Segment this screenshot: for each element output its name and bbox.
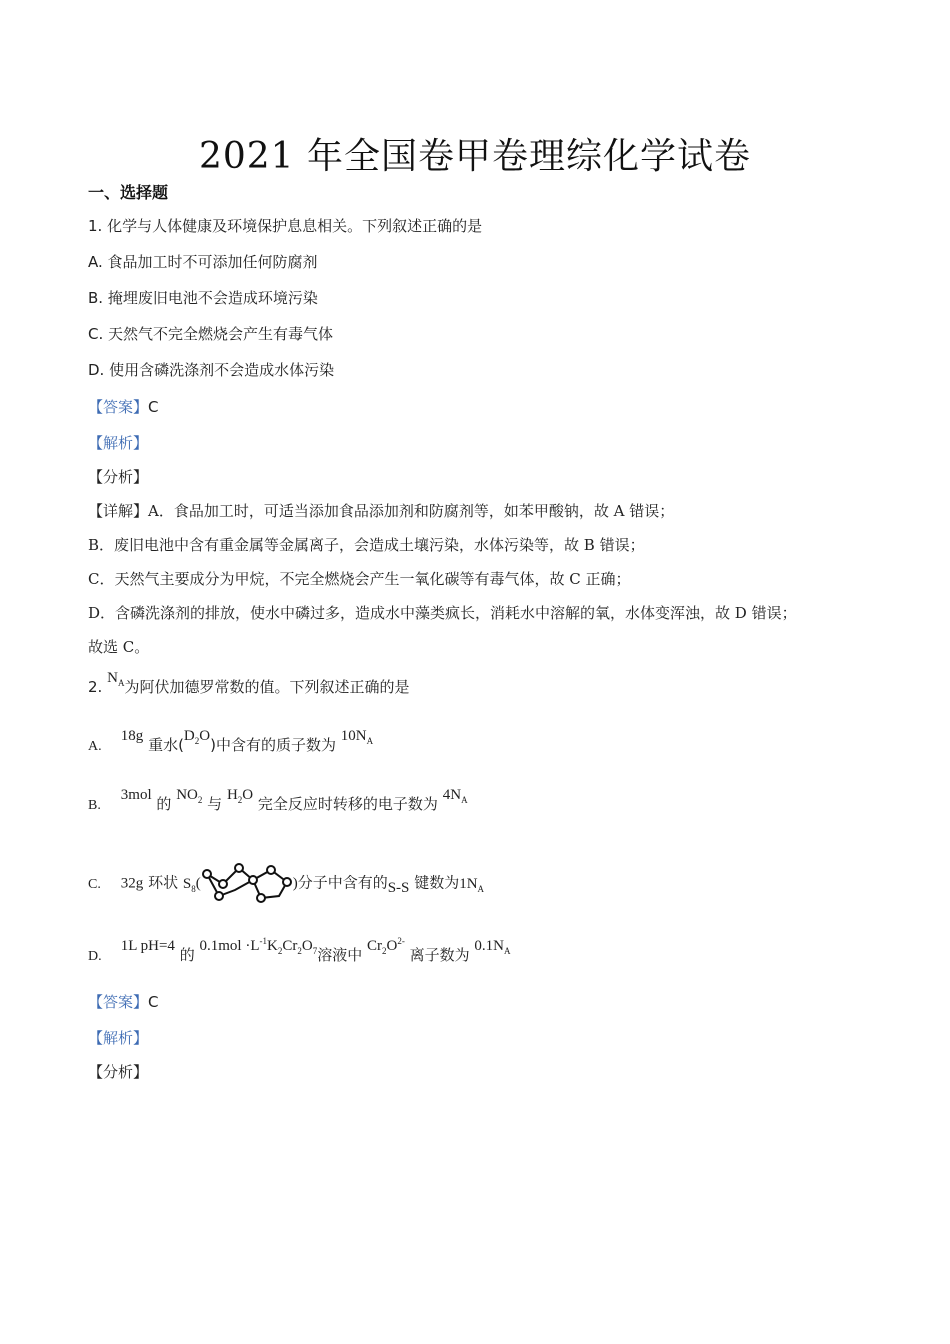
q2-option-a: A. 18g 重水$(D_2O)$中含有的质子数为 $10N_A$	[88, 728, 374, 754]
q1-detail-a: 【详解】A．食品加工时，可适当添加食品添加剂和防腐剂等，如苯甲酸钠，故 A 错误；	[88, 502, 675, 520]
answer-tag: 【答案】	[88, 993, 149, 1011]
q1-option-c: C. 天然气不完全燃烧会产生有毒气体	[88, 325, 334, 343]
q2-option-b: B. 3mol 的 $NO_2$ 与 $H_2O$ 完全反应时转移的电子数为 $4N_A$	[88, 787, 468, 813]
q2-option-c: C. 32g 环状 $S_8$( )分子中含有的S-S 键数为$1N_A$	[88, 860, 484, 906]
q1-analysis-tag: 【解析】	[88, 434, 149, 452]
q2-option-d: D. 1L pH=4 的 $0.1mol \cdot L^{-1}K_2Cr_2O_7$溶液中 $Cr_2O^{2-}$ 离子数为 $0.1N_A$	[88, 936, 511, 964]
q1-option-d: D. 使用含磷洗涤剂不会造成水体污染	[88, 361, 335, 379]
section-heading: 一、选择题	[88, 183, 169, 202]
answer-value: C	[148, 398, 159, 416]
answer-value: C	[148, 993, 159, 1011]
page-title: 2021 年全国卷甲卷理综化学试卷	[198, 136, 752, 177]
q1-conclusion: 故选 C。	[88, 638, 150, 656]
answer-tag: 【答案】	[88, 398, 149, 416]
q1-detail-d: D．含磷洗涤剂的排放，使水中磷过多，造成水中藻类疯长，消耗水中溶解的氧，水体变浑浊，故 D 错误；	[88, 604, 797, 622]
q2-answer	[88, 991, 159, 1012]
q1-stem: 1. 化学与人体健康及环境保护息息相关。下列叙述正确的是	[88, 217, 483, 235]
na-symbol: $N_A$	[107, 670, 125, 688]
detail-tag: 【详解】	[88, 502, 149, 520]
s8-ring-icon	[201, 860, 293, 906]
q1-option-b: B. 掩埋废旧电池不会造成环境污染	[88, 289, 318, 307]
q1-answer	[88, 396, 159, 417]
q2-fenxi-tag: 【分析】	[88, 1063, 149, 1081]
q2-stem: 2. $N_A$为阿伏加德罗常数的值。下列叙述正确的是	[88, 670, 410, 696]
q1-detail-b: B．废旧电池中含有重金属等金属离子，会造成土壤污染，水体污染等，故 B 错误；	[88, 536, 645, 554]
q1-option-a: A. 食品加工时不可添加任何防腐剂	[88, 253, 318, 271]
q2-analysis-tag: 【解析】	[88, 1029, 149, 1047]
q1-fenxi-tag: 【分析】	[88, 468, 149, 486]
q1-detail-c: C．天然气主要成分为甲烷，不完全燃烧会产生一氧化碳等有毒气体，故 C 正确；	[88, 570, 631, 588]
